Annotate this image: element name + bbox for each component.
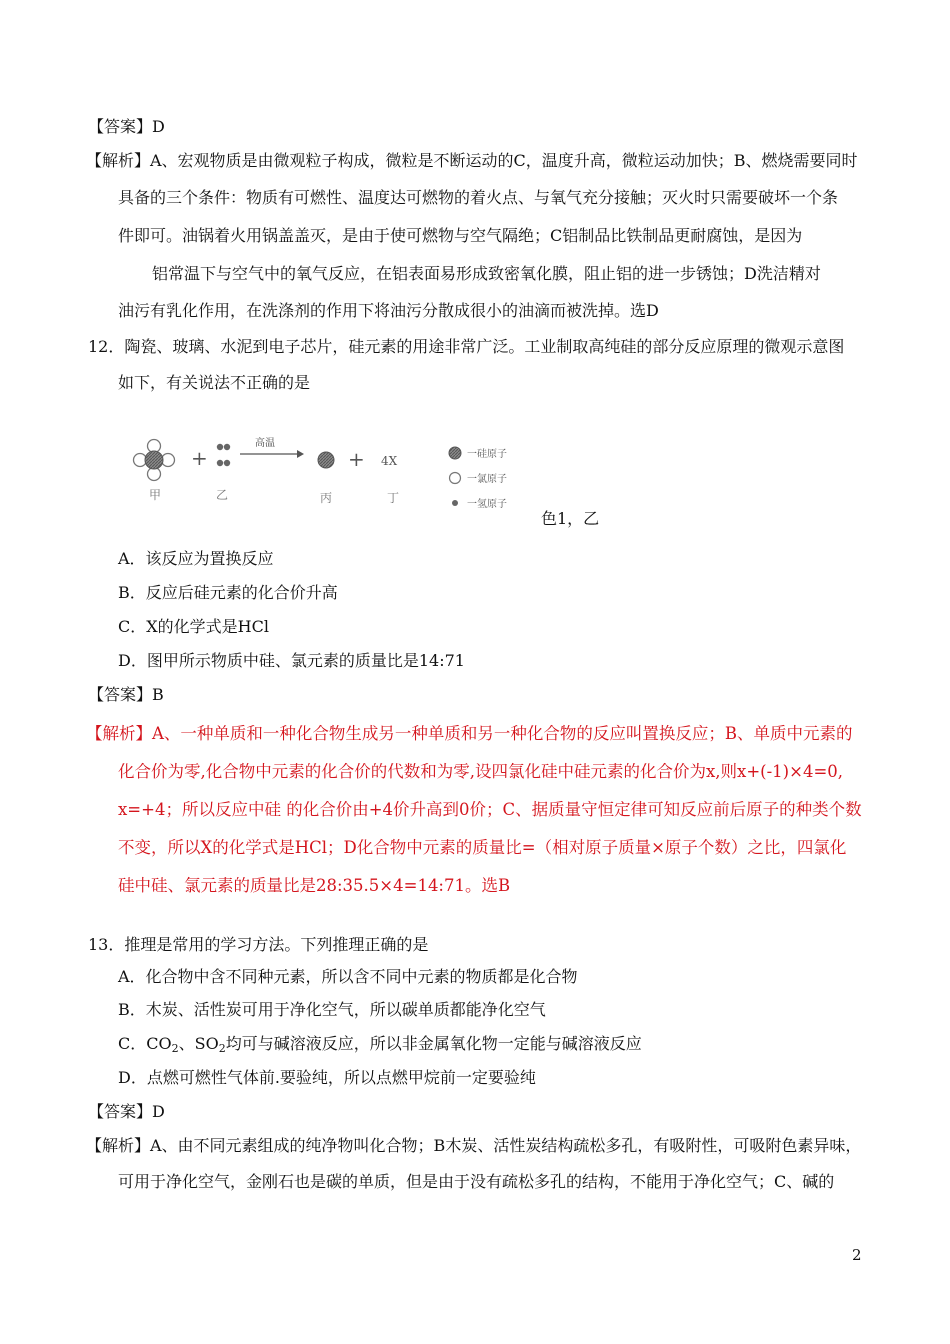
q13-option-d: D．点燃可燃性气体前.要验纯，所以点燃甲烷前一定要验纯	[118, 1068, 536, 1087]
q13-option-b: B．木炭、活性炭可用于净化空气，所以碳单质都能净化空气	[118, 1000, 546, 1019]
q12-analysis-line-3: x=+4；所以反应中硅 的化合价由+4价升高到0价；C、据质量守恒定律可知反应前后原子的种类个数	[118, 800, 862, 819]
legend-chlorine-icon	[450, 473, 461, 484]
diagram-caption: 色1，乙	[541, 509, 600, 528]
plus-sign-2: +	[348, 447, 365, 471]
product-c-atom-icon	[318, 452, 334, 468]
q13-stem: 13．推理是常用的学习方法。下列推理正确的是	[88, 935, 429, 954]
reactant-a-molecule-icon	[134, 440, 175, 481]
legend-silicon-icon	[449, 447, 461, 459]
page-number: 2	[852, 1246, 862, 1264]
q12-option-a: A．该反应为置换反应	[118, 549, 274, 568]
q12-analysis-line-1: 【解析】A、一种单质和一种化合物生成另一种单质和另一种化合物的反应叫置换反应；B、单质中元素的	[86, 724, 853, 743]
plus-sign-1: +	[191, 446, 208, 470]
q12-option-c: C．X的化学式是HCl	[118, 617, 269, 636]
legend-hydrogen-icon	[452, 500, 458, 506]
reactant-b-molecule-icon	[217, 444, 230, 466]
label-ding: 丁	[387, 491, 400, 505]
q12-option-d: D．图甲所示物质中硅、氯元素的质量比是14:71	[118, 651, 465, 670]
q13-analysis-line-2: 可用于净化空气，金刚石也是碳的单质，但是由于没有疏松多孔的结构，不能用于净化空气；C、碱的	[118, 1172, 835, 1191]
q11-answer: 【答案】D	[88, 117, 165, 136]
q12-answer: 【答案】B	[88, 685, 164, 704]
reaction-arrow-icon	[240, 450, 304, 458]
q13-option-c	[118, 1033, 642, 1055]
arrow-label-high-temp: 高温	[255, 438, 275, 449]
legend-chlorine-label: 一氯原子	[467, 474, 507, 485]
q13-option-c-sub-1: 2	[171, 1042, 179, 1055]
reaction-diagram	[125, 425, 545, 520]
q12-option-b: B．反应后硅元素的化合价升高	[118, 583, 338, 602]
q13-option-c-mid: 、SO	[178, 1034, 219, 1053]
q11-analysis-line-5: 油污有乳化作用，在洗涤剂的作用下将油污分散成很小的油滴而被洗掉。选D	[118, 301, 659, 320]
product-d-label: 4X	[381, 454, 398, 468]
q13-option-c-suffix: 均可与碱溶液反应，所以非金属氧化物一定能与碱溶液反应	[225, 1034, 642, 1053]
label-jia: 甲	[149, 488, 162, 502]
legend-hydrogen-label: 一氢原子	[467, 499, 507, 510]
q11-analysis-line-1: 【解析】A、宏观物质是由微观粒子构成，微粒是不断运动的C，温度升高，微粒运动加快；B、燃烧需要同时	[86, 151, 858, 170]
q13-analysis-line-1: 【解析】A、由不同元素组成的纯净物叫化合物；B木炭、活性炭结构疏松多孔，有吸附性，可吸附色素异味，	[86, 1136, 862, 1155]
q12-analysis-line-4: 不变，所以X的化学式是HCl；D化合物中元素的质量比=（相对原子质量×原子个数）之比，四氯化	[118, 838, 847, 857]
q12-analysis-line-2: 化合价为零,化合物中元素的化合价的代数和为零,设四氯化硅中硅元素的化合价为x,则x+(-1)×4=0,	[118, 762, 844, 781]
q12-analysis-line-5: 硅中硅、氯元素的质量比是28:35.5×4=14:71。选B	[118, 876, 511, 895]
legend-silicon-label: 一硅原子	[467, 449, 507, 460]
q12-stem-line-1: 12．陶瓷、玻璃、水泥到电子芯片，硅元素的用途非常广泛。工业制取高纯硅的部分反应原理的微观示意图	[88, 337, 845, 356]
label-bing: 丙	[320, 491, 333, 505]
q12-stem-line-2: 如下，有关说法不正确的是	[118, 373, 311, 392]
label-yi: 乙	[216, 488, 229, 502]
q13-option-c-sub-2: 2	[218, 1042, 226, 1055]
q11-analysis-line-2: 具备的三个条件：物质有可燃性、温度达可燃物的着火点、与氧气充分接触；灭火时只需要破坏一个条	[118, 188, 839, 207]
q13-option-a: A．化合物中含不同种元素，所以含不同中元素的物质都是化合物	[118, 967, 578, 986]
q11-analysis-line-4: 铝常温下与空气中的氧气反应，在铝表面易形成致密氧化膜，阻止铝的进一步锈蚀；D洗洁精对	[152, 264, 821, 283]
q11-analysis-line-3: 件即可。油锅着火用锅盖盖灭，是由于使可燃物与空气隔绝；C铝制品比铁制品更耐腐蚀，是因为	[118, 226, 803, 245]
q13-answer: 【答案】D	[88, 1102, 165, 1121]
q13-option-c-prefix: C．CO	[118, 1034, 172, 1053]
